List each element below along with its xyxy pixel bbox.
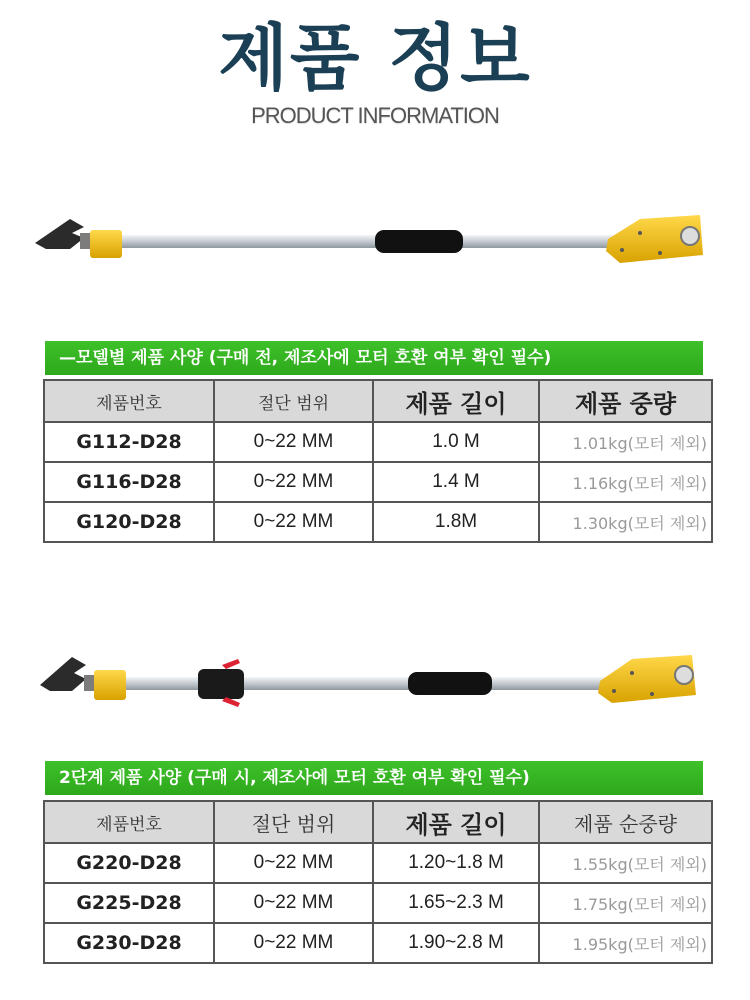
table-header-row (44, 380, 712, 422)
cell-weight: 1.55kg(모터 제외) (539, 843, 712, 883)
header-cut-range: 절단 범위 (214, 801, 373, 843)
cell-model: G225-D28 (44, 883, 214, 923)
pruner-telescopic-image (0, 645, 750, 725)
table-row (44, 923, 712, 963)
cell-range: 0~22 MM (214, 923, 373, 963)
cell-weight: 1.16kg(모터 제외) (539, 462, 712, 502)
cell-range: 0~22 MM (214, 462, 373, 502)
header-weight: 제품 중량 (539, 380, 712, 422)
pole (115, 235, 615, 248)
blade-mount (94, 670, 126, 700)
header-cut-range: 절단 범위 (214, 380, 373, 422)
table-row (44, 422, 712, 462)
cell-weight: 1.95kg(모터 제외) (539, 923, 712, 963)
cell-range: 0~22 MM (214, 883, 373, 923)
page-subtitle: PRODUCT INFORMATION (251, 103, 499, 128)
grip (375, 230, 463, 253)
cell-model: G120-D28 (44, 502, 214, 542)
section1-banner: —모델별 제품 사양 (구매 전, 제조사에 모터 호환 여부 확인 필수) (45, 341, 703, 375)
table-row (44, 502, 712, 542)
cell-model: G230-D28 (44, 923, 214, 963)
cell-length: 1.65~2.3 M (373, 883, 539, 923)
cell-model: G116-D28 (44, 462, 214, 502)
cell-length: 1.4 M (373, 462, 539, 502)
blade-icon (40, 657, 86, 691)
pruner-single-image (0, 205, 750, 285)
blade-icon (35, 219, 84, 249)
header-model: 제품번호 (44, 380, 214, 422)
pole (122, 677, 612, 690)
table-row (44, 883, 712, 923)
header-length: 제품 길이 (373, 380, 539, 422)
table-header-row (44, 801, 712, 843)
header-length: 제품 길이 (373, 801, 539, 843)
header-weight: 제품 순중량 (539, 801, 712, 843)
page-title: 제품 정보 (218, 16, 532, 100)
spec-table-1 (43, 379, 713, 543)
cell-range: 0~22 MM (214, 422, 373, 462)
cell-model: G112-D28 (44, 422, 214, 462)
blade-mount (90, 230, 122, 258)
table-row (44, 843, 712, 883)
cell-length: 1.0 M (373, 422, 539, 462)
cell-weight: 1.01kg(모터 제외) (539, 422, 712, 462)
telescopic-lock (198, 669, 244, 699)
cell-range: 0~22 MM (214, 843, 373, 883)
cell-length: 1.20~1.8 M (373, 843, 539, 883)
table-row (44, 462, 712, 502)
cell-weight: 1.30kg(모터 제외) (539, 502, 712, 542)
grip (408, 672, 492, 695)
cell-weight: 1.75kg(모터 제외) (539, 883, 712, 923)
cell-length: 1.8M (373, 502, 539, 542)
cell-model: G220-D28 (44, 843, 214, 883)
section2-banner: 2단계 제품 사양 (구매 시, 제조사에 모터 호환 여부 확인 필수) (45, 761, 703, 795)
header-model: 제품번호 (44, 801, 214, 843)
cell-range: 0~22 MM (214, 502, 373, 542)
spec-table-2 (43, 800, 713, 964)
cell-length: 1.90~2.8 M (373, 923, 539, 963)
